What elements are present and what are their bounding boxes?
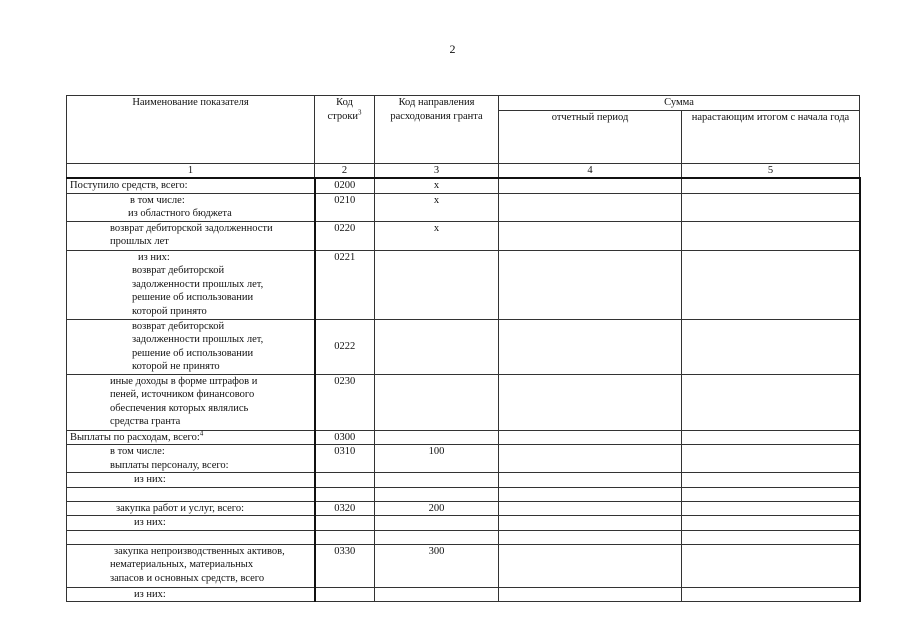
row-label: которой не принято: [132, 361, 220, 372]
table-row: [67, 530, 860, 544]
table-row: [67, 501, 860, 516]
row-code: [315, 516, 375, 531]
value-cell[interactable]: [499, 250, 682, 319]
row-label: прошлых лет: [110, 236, 169, 247]
row-label: которой принято: [132, 305, 207, 317]
row-direction: 100: [375, 445, 499, 473]
row-code: 0221: [315, 250, 375, 319]
row-direction: [375, 250, 499, 319]
value-cell[interactable]: [499, 430, 682, 445]
header-code: Код строки$^3$: [315, 96, 375, 164]
row-label: решение об использовании: [132, 292, 254, 303]
table-row: [67, 193, 860, 221]
row-code: 0330: [315, 544, 375, 587]
row-label: закупка работ и услуг, всего:: [116, 502, 245, 514]
row-code: 0210: [315, 193, 375, 221]
row-direction: [375, 473, 499, 488]
page-number: 2: [449, 42, 456, 56]
row-label: из них:: [134, 588, 166, 600]
value-cell[interactable]: [682, 501, 860, 516]
table-row: [67, 319, 860, 374]
row-direction: [375, 516, 499, 531]
col-num-5: 5: [682, 163, 860, 178]
row-code: 0300: [315, 430, 375, 445]
value-cell[interactable]: [499, 445, 682, 473]
row-label: в том числе:: [130, 194, 185, 206]
row-label: решение об использовании: [132, 347, 254, 359]
value-cell[interactable]: [499, 487, 682, 501]
row-code: [315, 587, 375, 602]
value-cell[interactable]: [499, 178, 682, 193]
row-label: из областного бюджета: [128, 208, 232, 219]
table-row: [67, 221, 860, 250]
table-row: [67, 544, 860, 587]
value-cell[interactable]: [682, 530, 860, 544]
value-cell[interactable]: [499, 501, 682, 516]
row-direction: [375, 374, 499, 430]
value-cell[interactable]: [499, 544, 682, 587]
row-label: задолженности прошлых лет,: [132, 334, 264, 345]
row-code: 0230: [315, 374, 375, 430]
row-label: задолженности прошлых лет,: [132, 278, 264, 290]
row-label: Поступило средств, всего:: [70, 180, 188, 191]
row-code: [315, 473, 375, 488]
table-row: [67, 473, 860, 488]
value-cell[interactable]: [682, 430, 860, 445]
value-cell[interactable]: [499, 374, 682, 430]
value-cell[interactable]: [499, 587, 682, 602]
row-label: из них:: [138, 251, 170, 263]
value-cell[interactable]: [682, 221, 860, 250]
row-label: нематериальных, материальных: [110, 559, 254, 570]
row-label: возврат дебиторской: [132, 265, 225, 276]
table-row: [67, 250, 860, 319]
row-label: возврат дебиторской задолженности: [110, 222, 273, 234]
value-cell[interactable]: [499, 319, 682, 374]
col-num-1: 1: [67, 163, 315, 178]
row-direction: [375, 319, 499, 374]
value-cell[interactable]: [499, 221, 682, 250]
value-cell[interactable]: [499, 193, 682, 221]
value-cell[interactable]: [682, 193, 860, 221]
value-cell[interactable]: [499, 530, 682, 544]
row-label: в том числе:: [110, 446, 165, 457]
row-label: обеспечения которых являлись: [110, 402, 249, 414]
header-direction: Код направления расходования гранта: [375, 96, 499, 164]
row-label: запасов и основных средств, всего: [110, 572, 265, 584]
col-num-2: 2: [315, 163, 375, 178]
row-direction: х: [375, 178, 499, 193]
value-cell[interactable]: [499, 516, 682, 531]
table-row: [67, 587, 860, 602]
row-label: пеней, источником финансового: [110, 389, 255, 400]
header-period: отчетный период: [499, 110, 682, 163]
row-code: 0320: [315, 501, 375, 516]
table-row: [67, 178, 860, 193]
table-row: [67, 516, 860, 531]
value-cell[interactable]: [682, 516, 860, 531]
row-label: возврат дебиторской: [132, 320, 225, 332]
header-cumulative: нарастающим итогом с начала года: [682, 110, 860, 163]
row-direction: 200: [375, 501, 499, 516]
footnote-mark: 4: [199, 429, 204, 437]
value-cell[interactable]: [682, 587, 860, 602]
value-cell[interactable]: [682, 250, 860, 319]
value-cell[interactable]: [682, 445, 860, 473]
row-label: из них:: [134, 474, 166, 485]
row-label: выплаты персоналу, всего:: [110, 459, 229, 471]
row-direction: х: [375, 193, 499, 221]
value-cell[interactable]: [682, 487, 860, 501]
value-cell[interactable]: [499, 473, 682, 488]
row-direction: 300: [375, 544, 499, 587]
row-code: 0310: [315, 445, 375, 473]
table-row: [67, 374, 860, 430]
value-cell[interactable]: [682, 544, 860, 587]
table-row: [67, 487, 860, 501]
row-label: Выплаты по расходам, всего:: [70, 431, 200, 443]
row-label: средства гранта: [110, 416, 181, 427]
header-name: Наименование показателя: [67, 96, 315, 164]
row-direction: х: [375, 221, 499, 250]
row-direction: [375, 587, 499, 602]
table-row: [67, 445, 860, 473]
value-cell[interactable]: [682, 473, 860, 488]
col-num-3: 3: [375, 163, 499, 178]
row-label: иные доходы в форме штрафов и: [110, 375, 258, 387]
col-num-4: 4: [499, 163, 682, 178]
value-cell[interactable]: [682, 374, 860, 430]
value-cell[interactable]: [682, 319, 860, 374]
row-code: 0220: [315, 221, 375, 250]
table-row: [67, 430, 860, 445]
row-label: из них:: [134, 517, 166, 528]
row-label: закупка непроизводственных активов,: [114, 545, 285, 557]
report-table: [66, 95, 861, 602]
row-direction: [375, 430, 499, 445]
value-cell[interactable]: [682, 178, 860, 193]
row-code: 0222: [315, 319, 375, 374]
row-code: 0200: [315, 178, 375, 193]
header-sum: Сумма: [499, 96, 860, 111]
